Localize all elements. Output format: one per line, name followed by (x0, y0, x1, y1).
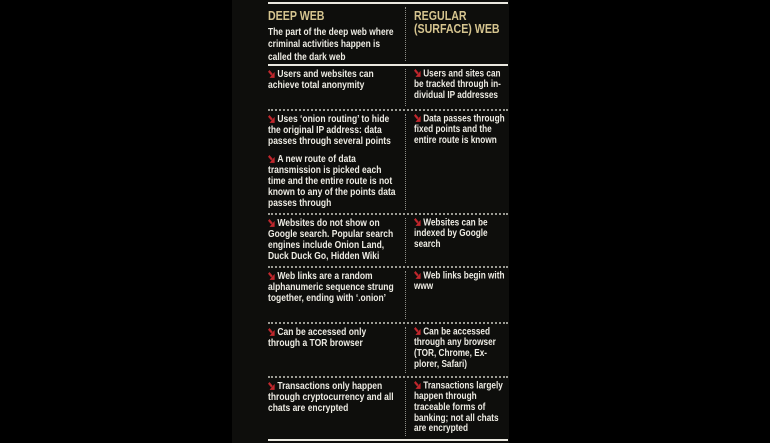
bullet-text: Users and sites can be tracked through individual IP addresses (414, 68, 501, 101)
south-east-arrow-icon (268, 271, 275, 282)
south-east-arrow-icon (414, 381, 421, 392)
bullet-item (414, 69, 508, 102)
bullet-item (268, 381, 399, 414)
table-row (268, 266, 508, 322)
bullet-text: Websites do not show on Google search. Popular search engines include Onion Land, Duck Duck Go, Hidden Wiki (268, 218, 394, 262)
bullet-text: Websites can be indexed by Google search (414, 217, 488, 250)
bullet-text: Can be accessed through any browser (TOR, Chrome, Explorer, Safari) (414, 326, 496, 370)
deep-web-cell (268, 324, 405, 376)
south-east-arrow-icon (414, 114, 421, 125)
bullet-item (414, 218, 508, 251)
surface-web-cell (405, 111, 508, 213)
south-east-arrow-icon (268, 154, 275, 165)
south-east-arrow-icon (414, 271, 421, 282)
bullet-text: Transactions largely happen through traceable forms of banking; not all chats are encrypted (414, 380, 503, 435)
south-east-arrow-icon (414, 218, 421, 229)
bullet-text: Can be accessed only through a TOR browser (268, 327, 367, 349)
south-east-arrow-icon (414, 327, 421, 338)
surface-web-cell (405, 215, 508, 266)
south-east-arrow-icon (268, 327, 275, 338)
bullet-text: Users and websites can achieve total anonymity (268, 69, 374, 91)
comparison-table (268, 2, 508, 441)
surface-web-cell (405, 324, 508, 376)
bullet-item (268, 69, 399, 91)
table-row (268, 376, 508, 439)
bullet-text: Web links begin with www (414, 270, 505, 293)
bullet-item (268, 271, 399, 304)
bullet-text: Data passes through fixed points and the entire route is known (414, 113, 505, 146)
south-east-arrow-icon (414, 69, 421, 80)
table-row (268, 322, 508, 376)
deep-web-title: DEEP WEB (268, 9, 325, 23)
table-row (268, 109, 508, 213)
bullet-item (268, 327, 399, 349)
table-row (268, 64, 508, 109)
bullet-text: Uses ‘onion routing’ to hide the original IP address: data passes through several points (268, 114, 391, 147)
bullet-item (268, 114, 399, 147)
deep-web-cell (268, 378, 405, 439)
bullet-item (268, 154, 399, 209)
surface-web-cell (405, 378, 508, 439)
infographic-panel (232, 0, 509, 443)
surface-web-title: REGULAR (SURFACE) WEB (414, 9, 500, 36)
bullet-text: Web links are a random alphanumeric sequence strung together, ending with ‘.onion’ (268, 271, 394, 304)
surface-web-cell (405, 66, 508, 109)
south-east-arrow-icon (268, 69, 275, 80)
table-row (268, 213, 508, 266)
bullet-item (414, 114, 508, 147)
deep-web-cell (268, 111, 405, 213)
bullet-text: Transactions only happen through cryptocurrency and all chats are encrypted (268, 381, 394, 414)
deep-web-cell (268, 215, 405, 266)
bullet-text: A new route of data transmission is picked each time and the entire route is not known to any of the points data passes through (268, 154, 396, 209)
south-east-arrow-icon (268, 381, 275, 392)
south-east-arrow-icon (268, 218, 275, 229)
bullet-item (414, 271, 508, 293)
bullet-item (414, 327, 508, 370)
south-east-arrow-icon (268, 114, 275, 125)
bullet-item (268, 218, 399, 262)
deep-web-subtitle: The part of the deep web where criminal activities happen is called the dark web (268, 26, 394, 63)
surface-web-cell (405, 268, 508, 322)
bullet-item (414, 381, 508, 435)
deep-web-cell (268, 268, 405, 322)
header-cell-surface-web (405, 4, 508, 64)
table-header-row (268, 4, 508, 64)
header-cell-deep-web (268, 4, 405, 64)
deep-web-cell (268, 66, 405, 109)
